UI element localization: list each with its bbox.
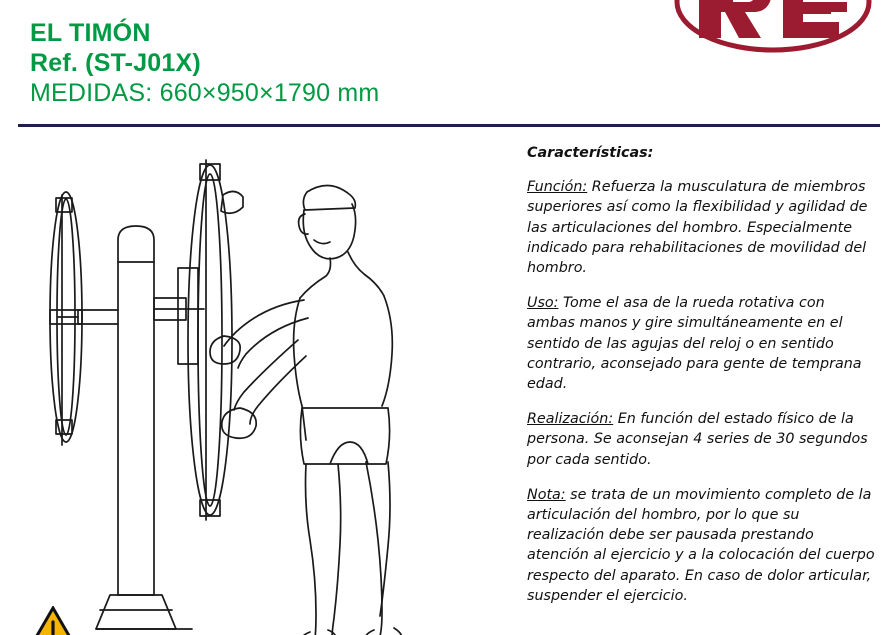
header-block <box>30 18 590 108</box>
paragraph-label-funcion: Función: <box>527 179 588 196</box>
paragraph-funcion <box>527 177 877 278</box>
paragraph-text-realizacion: En función del estado físico de la persona. Se aconsejan 4 series de 30 segundos por cada sentido. <box>527 411 868 468</box>
equipment-illustration <box>18 140 518 635</box>
characteristics-heading: Características: <box>527 145 654 161</box>
paragraph-realizacion <box>527 409 877 470</box>
company-logo <box>663 0 883 54</box>
paragraph-nota <box>527 485 877 606</box>
paragraph-label-uso: Uso: <box>527 295 559 312</box>
paragraph-label-realizacion: Realización: <box>527 411 614 428</box>
paragraph-text-nota: se trata de un movimiento completo de la articulación del hombro, por lo que su realización debe ser pausada prestando atención al ejercicio y a la colocación del cuerpo respecto del aparato. En caso de dolor articular, suspender el ejercicio. <box>527 486 875 604</box>
characteristics-section <box>527 143 877 621</box>
paragraph-label-nota: Nota: <box>527 486 566 503</box>
warning-triangle-icon <box>30 606 76 635</box>
page-title: EL TIMÓN <box>30 19 151 47</box>
paragraph-text-funcion: Refuerza la musculatura de miembros superiores así como la flexibilidad y agilidad de las articulaciones del hombro. Especialmente indicado para rehabilitaciones de movilidad del hombro. <box>527 179 868 277</box>
horizontal-divider <box>18 124 880 127</box>
paragraph-uso <box>527 293 877 394</box>
product-dimensions: MEDIDAS: 660×950×1790 mm <box>30 79 380 107</box>
product-reference: Ref. (ST-J01X) <box>30 49 201 77</box>
paragraph-text-uso: Tome el asa de la rueda rotativa con ambas manos y gire simultáneamente en el sentido de las agujas del reloj o en sentido contrario, aconsejado para gente de temprana edad. <box>527 295 862 393</box>
